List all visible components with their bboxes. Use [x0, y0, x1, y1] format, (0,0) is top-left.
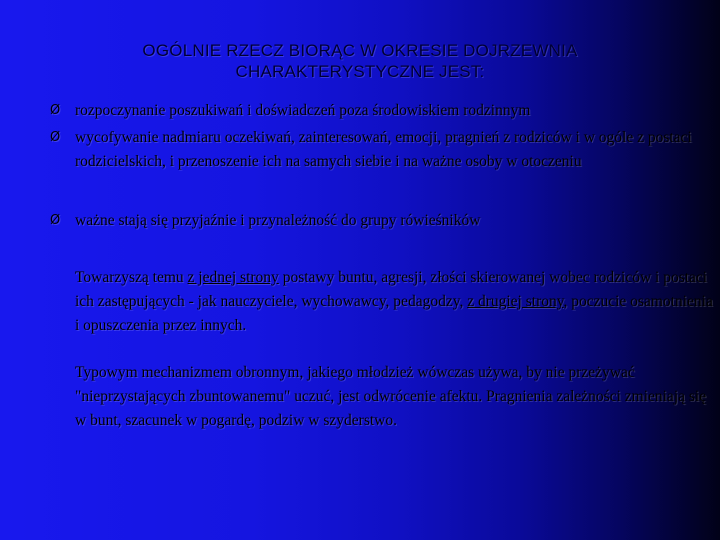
underlined-phrase-2: z drugiej strony [467, 293, 564, 310]
slide-title [70, 40, 650, 82]
paragraph-1 [75, 266, 715, 338]
underlined-phrase-1: z jednej strony [187, 269, 279, 286]
title-line-1: OGÓLNIE RZECZ BIORĄC W OKRESIE DOJRZEWNIA [142, 41, 578, 60]
bullet-item-3 [50, 209, 705, 233]
paragraph-1-text-a: Towarzyszą temu [75, 269, 188, 286]
arrow-bullet-icon: Ø [50, 213, 61, 228]
paragraph-2: Typowym mechanizmem obronnym, jakiego młodzież wówczas używa, by nie przeżywać "nieprzystających zbuntowanemu" uczuć, jest odwrócenie afektu. Pragnienia zależności zmieniają się w bunt, szacunek w pogardę, podziw w szyderstwo. [75, 364, 707, 429]
bullet-text-3: ważne stają się przyjaźnie i przynależność do grupy rówieśników [75, 212, 481, 229]
paragraph-1-text-b: postawy buntu, agresji, złości skierowanej wobec rodziców i postaci ich zastępujących - jak nauczyciele, wychowawcy, pedagodzy, [75, 269, 708, 310]
arrow-bullet-icon: Ø [50, 130, 61, 145]
bullet-item-1 [50, 99, 705, 123]
paragraph-1-text-c: , poczucie osamotnienia i opuszczenia przez innych. [75, 293, 713, 334]
arrow-bullet-icon: Ø [50, 103, 61, 118]
title-line-2: CHARAKTERYSTYCZNE JEST: [235, 62, 485, 81]
bullet-text-1: rozpoczynanie poszukiwań i doświadczeń poza środowiskiem rodzinnym [75, 102, 531, 119]
bullet-item-2 [50, 126, 705, 174]
bullet-text-2: wycofywanie nadmiaru oczekiwań, zainteresowań, emocji, pragnień z rodziców i w ogóle z postaci rodzicielskich, i przenoszenie ich na samych siebie i na ważne osoby w otoczeniu [75, 129, 692, 170]
